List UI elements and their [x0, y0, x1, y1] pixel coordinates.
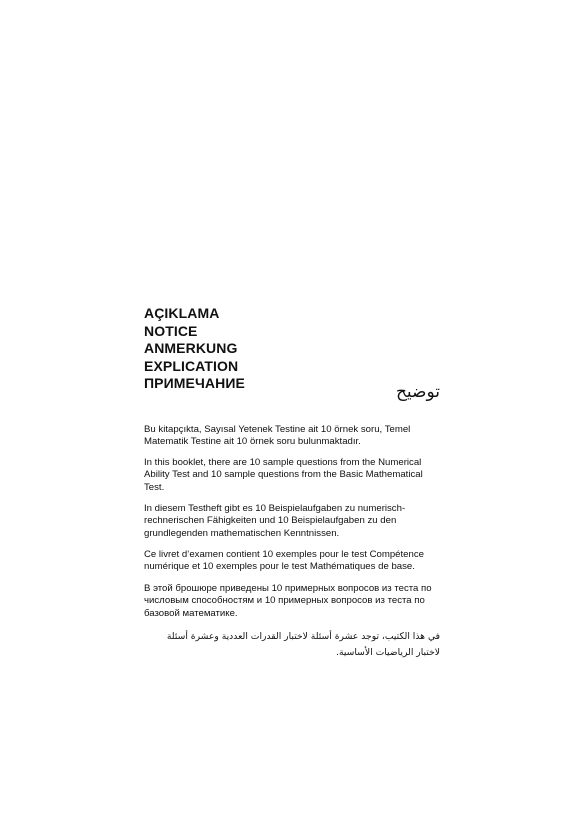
heading-german: ANMERKUNG — [144, 340, 238, 356]
paragraph-german: In diesem Testheft gibt es 10 Beispielaufgaben zu numerisch-rechnerischen Fähigkeiten und 10 Beispielaufgaben zu den grundlegenden mathematischen Kenntnissen. — [144, 503, 406, 539]
heading-french: EXPLICATION — [144, 357, 239, 374]
paragraph-russian: В этой брошюре приведены 10 примерных вопросов из теста по числовым способностям и 10 примерных вопросов из теста по базовой математике. — [144, 583, 432, 619]
paragraph-english: In this booklet, there are 10 sample questions from the Numerical Ability Test and 10 sample questions from the Basic Mathematical Test. — [144, 457, 423, 493]
heading-russian: ПРИМЕЧАНИЕ — [144, 375, 245, 391]
heading-arabic: توضيح — [395, 382, 440, 402]
paragraph-turkish: Bu kitapçıkta, Sayısal Yetenek Testine ait 10 örnek soru, Temel Matematik Testine ait 10 örnek soru bulunmaktadır. — [144, 424, 411, 448]
heading-english: NOTICE — [144, 322, 198, 339]
heading-turkish: AÇIKLAMA — [144, 305, 220, 321]
paragraph-french: Ce livret d’examen contient 10 exemples pour le test Compétence numérique et 10 exemples pour le test Mathématiques de base. — [144, 549, 424, 573]
paragraph-arabic: في هذا الكتيب، توجد عشرة أسئلة لاختبار القدرات العددية وعشرة أسئلة لاختبار الرياضيات الأساسية. — [166, 631, 440, 658]
